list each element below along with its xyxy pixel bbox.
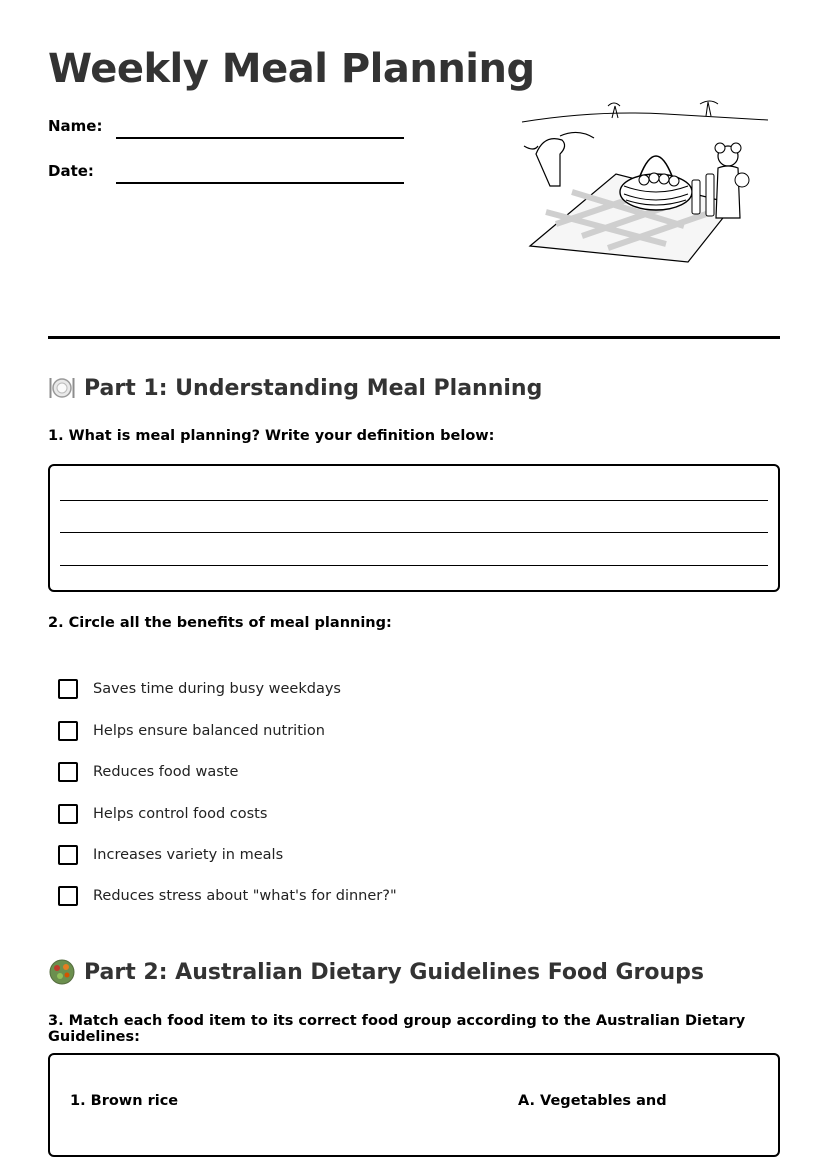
benefit-label: Increases variety in meals (93, 847, 284, 863)
benefit-checkbox[interactable] (58, 679, 78, 699)
benefit-item (58, 679, 341, 699)
part2-heading (48, 958, 704, 986)
benefit-checkbox[interactable] (58, 845, 78, 865)
worksheet-title: Weekly Meal Planning (48, 46, 535, 92)
benefit-label: Reduces food waste (93, 764, 239, 780)
question-2: 2. Circle all the benefits of meal planning: (48, 615, 392, 631)
benefit-item (58, 804, 267, 824)
question-3: 3. Match each food item to its correct food group according to the Australian Dietary Guidelines: (48, 1013, 746, 1045)
benefit-item (58, 721, 325, 741)
benefit-checkbox[interactable] (58, 721, 78, 741)
benefit-checkbox[interactable] (58, 804, 78, 824)
benefit-checkbox[interactable] (58, 762, 78, 782)
name-label: Name: (48, 117, 103, 135)
part1-heading (48, 374, 542, 402)
answer-line[interactable] (60, 532, 768, 533)
answer-line[interactable] (60, 565, 768, 566)
date-label: Date: (48, 162, 94, 180)
benefit-item (58, 845, 283, 865)
part2-heading-text: Part 2: Australian Dietary Guidelines Food Groups (84, 959, 704, 985)
section-divider (48, 336, 780, 339)
picnic-illustration (516, 96, 776, 272)
definition-answer-box[interactable] (48, 464, 780, 592)
salad-bowl-icon (48, 958, 76, 986)
benefit-item (58, 762, 238, 782)
benefit-label: Helps control food costs (93, 806, 268, 822)
benefit-label: Reduces stress about "what's for dinner?" (93, 888, 397, 904)
match-food-item[interactable]: 1. Brown rice (70, 1093, 179, 1109)
question-1: 1. What is meal planning? Write your definition below: (48, 428, 495, 444)
benefit-label: Saves time during busy weekdays (93, 681, 341, 697)
matching-box (48, 1053, 780, 1157)
answer-line[interactable] (60, 500, 768, 501)
match-food-group[interactable]: A. Vegetables and (518, 1093, 667, 1109)
date-line[interactable] (116, 182, 404, 184)
benefit-label: Helps ensure balanced nutrition (93, 723, 325, 739)
plate-cutlery-icon (48, 374, 76, 402)
benefit-item (58, 886, 397, 906)
part1-heading-text: Part 1: Understanding Meal Planning (84, 375, 543, 401)
name-line[interactable] (116, 137, 404, 139)
benefit-checkbox[interactable] (58, 886, 78, 906)
